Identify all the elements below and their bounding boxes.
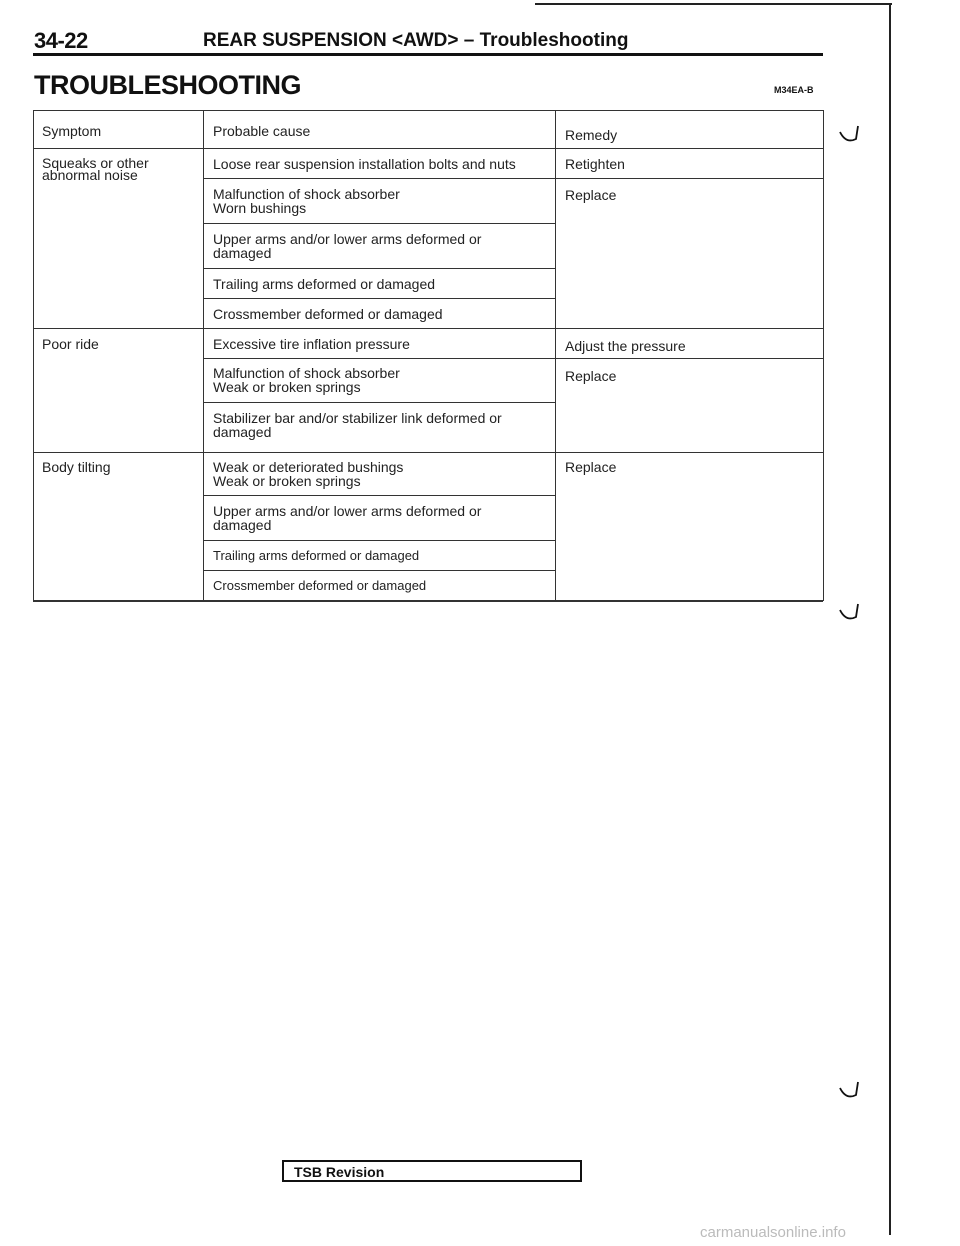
remedy-adjust-pressure: Adjust the pressure — [565, 338, 686, 354]
row-divider — [203, 298, 555, 299]
cause-crossmember: Crossmember deformed or damaged — [213, 306, 443, 322]
cause-trailing-arms: Trailing arms deformed or damaged — [213, 548, 420, 563]
cause-stabilizer: Stabilizer bar and/or stabilizer link deformed or damaged — [213, 410, 502, 440]
symptom-body-tilting: Body tilting — [42, 459, 111, 475]
remedy-replace: Replace — [565, 187, 617, 203]
row-divider — [203, 223, 555, 224]
row-divider — [203, 402, 555, 403]
row-divider — [33, 148, 823, 149]
top-rule — [535, 3, 892, 5]
page-header-title: REAR SUSPENSION <AWD> – Troubleshooting — [203, 30, 629, 51]
row-divider — [203, 358, 823, 359]
row-divider — [203, 178, 823, 179]
cause-trailing-arms: Trailing arms deformed or damaged — [213, 276, 436, 292]
row-divider — [33, 452, 823, 453]
row-divider — [203, 570, 555, 571]
cause-loose-bolts: Loose rear suspension installation bolts and nuts — [213, 156, 516, 172]
remedy-replace: Replace — [565, 459, 617, 475]
cause-tire-pressure: Excessive tire inflation pressure — [213, 336, 410, 352]
tsb-revision-box — [282, 1160, 582, 1182]
binding-mark-icon — [838, 600, 860, 622]
table-top-border — [33, 110, 823, 111]
row-divider — [33, 328, 823, 329]
remedy-replace: Replace — [565, 368, 617, 384]
remedy-retighten: Retighten — [565, 156, 625, 172]
binding-mark-icon — [838, 1078, 860, 1100]
symptom-squeaks: Squeaks or other abnormal noise — [42, 155, 149, 183]
cause-upper-lower-arms: Upper arms and/or lower arms deformed or damaged — [213, 503, 482, 533]
header-symptom: Symptom — [42, 123, 102, 139]
cause-upper-lower-arms: Upper arms and/or lower arms deformed or damaged — [213, 231, 482, 261]
binding-mark-icon — [838, 122, 860, 144]
column-divider — [203, 110, 204, 601]
binding-rule — [889, 3, 891, 1235]
watermark: carmanualsonline.info — [700, 1224, 846, 1241]
header-rule — [33, 53, 823, 56]
column-divider — [555, 110, 556, 601]
section-code: M34EA-B — [774, 85, 814, 95]
symptom-poor-ride: Poor ride — [42, 336, 99, 352]
section-title: TROUBLESHOOTING — [34, 70, 301, 100]
page-number: 34-22 — [34, 28, 88, 53]
table-bottom-border — [33, 600, 823, 602]
troubleshooting-table — [33, 110, 824, 601]
cause-bushings-springs: Weak or deteriorated bushings Weak or broken springs — [213, 459, 404, 489]
row-divider — [203, 268, 555, 269]
cause-shock-bushings: Malfunction of shock absorber Worn bushings — [213, 186, 400, 216]
cause-shock-springs: Malfunction of shock absorber Weak or broken springs — [213, 365, 400, 395]
row-divider — [203, 495, 555, 496]
header-remedy: Remedy — [565, 127, 618, 143]
tsb-revision-label: TSB Revision — [294, 1164, 385, 1180]
table-left-border — [33, 110, 34, 601]
cause-crossmember: Crossmember deformed or damaged — [213, 578, 427, 593]
header-probable-cause: Probable cause — [213, 123, 311, 139]
row-divider — [203, 540, 555, 541]
table-right-border — [823, 110, 824, 601]
